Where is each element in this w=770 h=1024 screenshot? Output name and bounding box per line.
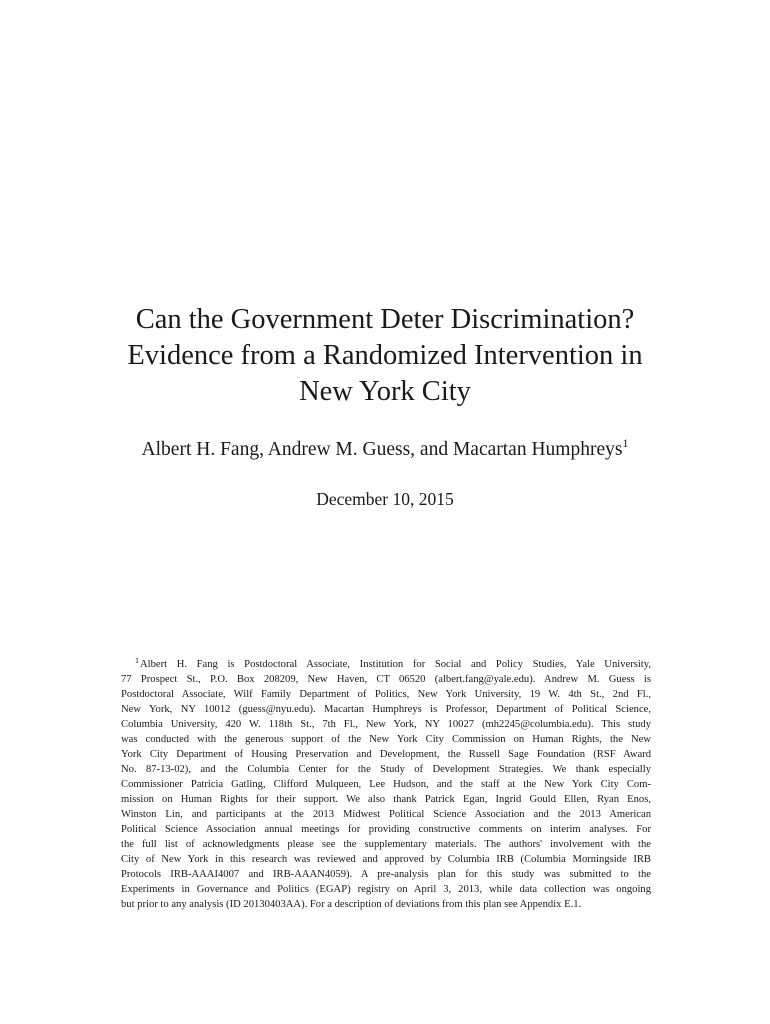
footnote-line: Columbia University, 420 W. 118th St., 7th Fl., New York, NY 10027 (mh2245@columbia.edu). This study [121,719,651,730]
footnote-line: York City Department of Housing Preservation and Development, the Russell Sage Foundation (RSF Award [121,749,651,760]
title-line-1: Can the Government Deter Discrimination? [135,304,635,335]
paper-date: December 10, 2015 [316,489,454,509]
footnote-line: was conducted with the generous support of the New York City Commission on Human Rights, the New [121,734,651,745]
footnote-line: mission on Human Rights for their support. We also thank Patrick Egan, Ingrid Gould Ellen, Ryan Enos, [121,794,651,805]
footnote-line: Experiments in Governance and Politics (EGAP) registry on April 3, 2013, while data collection was ongoing [121,884,651,895]
author-names: Albert H. Fang, Andrew M. Guess, and Macartan Humphreys [141,439,623,460]
footnote-line: Winston Lin, and participants at the 2013 Midwest Political Science Association and the 2013 American [121,809,651,820]
footnote-line: 77 Prospect St., P.O. Box 208209, New Haven, CT 06520 (albert.fang@yale.edu). Andrew M. Guess is [121,674,651,685]
footnote-line: New York, NY 10012 (guess@nyu.edu). Macartan Humphreys is Professor, Department of Political Science, [121,704,651,715]
footnote-line-text: Albert H. Fang is Postdoctoral Associate, Institution for Social and Policy Studies, Yale University, [140,659,651,670]
footnote-line: the full list of acknowledgments please see the supplementary materials. The authors' involvement with the [121,839,651,850]
footnote-line: Postdoctoral Associate, Wilf Family Department of Politics, New York University, 19 W. 4th St., 2nd Fl., [121,689,651,700]
footnote-line: City of New York in this research was reviewed and approved by Columbia IRB (Columbia Morningside IRB [121,854,651,865]
author-footnote-marker: 1 [622,436,629,450]
footnote-line: No. 87-13-02), and the Columbia Center for the Study of Development Strategies. We thank especially [121,764,651,775]
footnote-line: but prior to any analysis (ID 20130403AA). For a description of deviations from this plan see Appendix E.1. [121,899,582,910]
paper-title [120,302,650,410]
title-line-3: New York City [299,376,471,407]
footnote-marker: 1 [135,657,139,665]
title-line-2: Evidence from a Randomized Intervention in [127,340,643,371]
author-list [100,437,670,463]
footnote-line: Political Science Association annual meetings for providing constructive comments on interim analyses. For [121,824,651,835]
author-footnote [121,657,651,912]
footnote-line [121,657,651,672]
footnote-line: Protocols IRB-AAAI4007 and IRB-AAAN4059). A pre-analysis plan for this study was submitted to the [121,869,651,880]
footnote-line: Commissioner Patricia Gatling, Clifford Mulqueen, Lee Hudson, and the staff at the New York City Com- [121,779,651,790]
